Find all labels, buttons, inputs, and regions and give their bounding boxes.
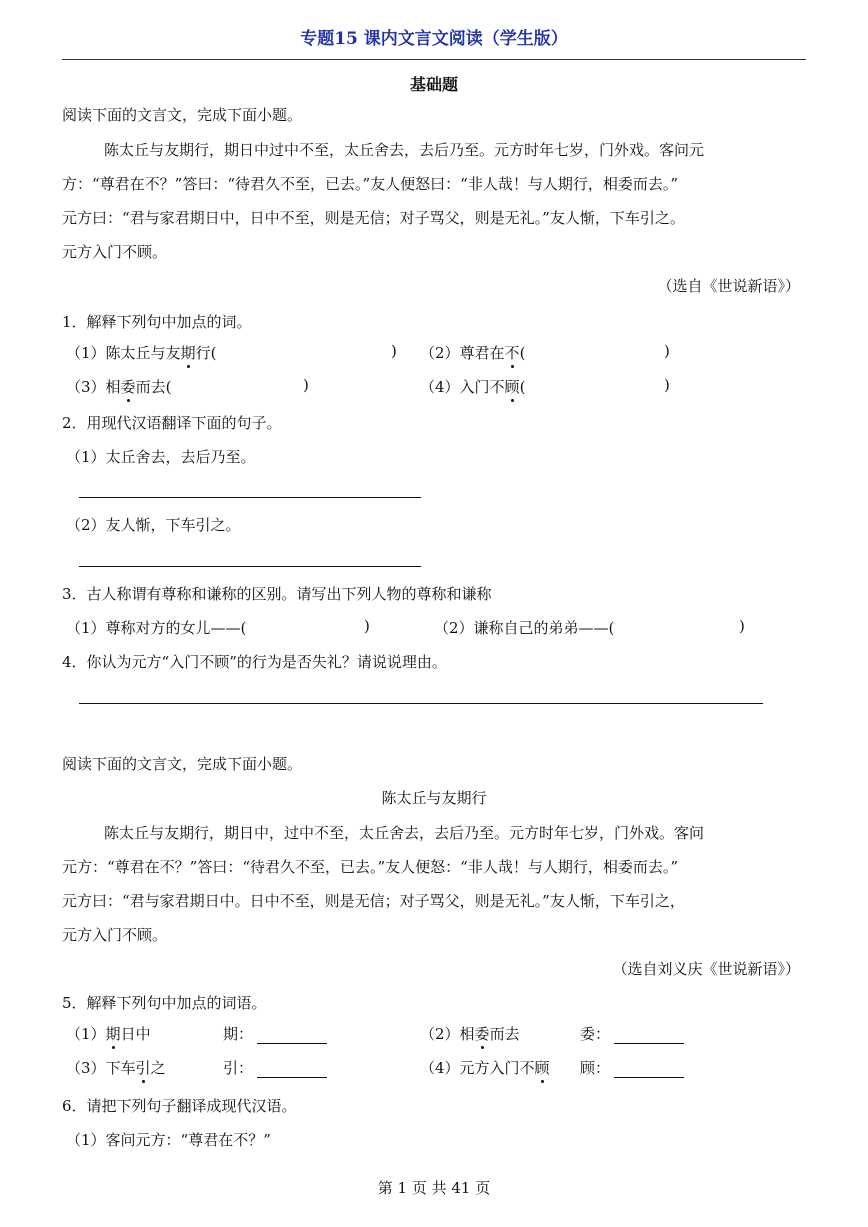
q3-item-1: （1）尊称对方的女儿——(	[66, 619, 247, 637]
q1-item-2-close: )	[664, 342, 670, 360]
header-rule	[62, 59, 806, 60]
q1-item-3: （3）相委而去(	[66, 378, 172, 396]
passage1-line: 陈太丘与友期行，期日中过中不至，太丘舍去，去后乃至。元方时年七岁，门外戏。客问元	[104, 141, 705, 159]
q5-item-3: （3）下车引之	[66, 1059, 166, 1077]
q6-stem: 6．请把下列句子翻译成现代汉语。	[62, 1097, 297, 1115]
passage1-line: 元方入门不顾。	[62, 243, 168, 261]
q1-item-3-close: )	[303, 376, 309, 394]
answer-blank[interactable]	[257, 1029, 327, 1044]
answer-blank[interactable]	[257, 1063, 327, 1078]
section-title: 基础题	[409, 75, 458, 94]
answer-line[interactable]	[79, 497, 421, 498]
q3-item-2-close: )	[739, 617, 745, 635]
q3-stem: 3．古人称谓有尊称和谦称的区别。请写出下列人物的尊称和谦称	[62, 585, 492, 603]
passage2-line: 陈太丘与友期行，期日中，过中不至，太丘舍去，去后乃至。元方时年七岁，门外戏。客问	[104, 824, 705, 842]
passage2-line: 元方曰：“君与家君期日中。日中不至，则是无信；对子骂父，则是无礼。”友人惭，下车引之，	[62, 892, 685, 910]
q3-item-2: （2）谦称自己的弟弟——(	[434, 619, 615, 637]
passage1-line: 方：“尊君在不？”答曰：“待君久不至，已去。”友人便怒曰：“非人哉！与人期行，相委而去。”	[62, 175, 679, 193]
answer-blank[interactable]	[614, 1029, 684, 1044]
q2-sentence-2: （2）友人惭，下车引之。	[66, 516, 241, 534]
q1-item-4: （4）入门不顾(	[420, 378, 526, 396]
q1-item-1-close: )	[391, 342, 397, 360]
q1-item-4-close: )	[664, 376, 670, 394]
part1-instruction: 阅读下面的文言文，完成下面小题。	[62, 106, 303, 124]
q5-item-2: （2）相委而去	[420, 1025, 520, 1043]
q5-item-4-label: 顾：	[580, 1057, 684, 1078]
q5-stem: 5．解释下列句中加点的词语。	[62, 994, 267, 1012]
answer-line[interactable]	[79, 703, 763, 704]
passage1-line: 元方曰：“君与家君期日中，日中不至，则是无信；对子骂父，则是无礼。”友人惭，下车引之。	[62, 209, 685, 227]
q2-stem: 2．用现代汉语翻译下面的句子。	[62, 414, 282, 432]
q4-stem: 4．你认为元方“入门不顾”的行为是否失礼？请说说理由。	[62, 653, 447, 671]
q5-item-4: （4）元方入门不顾	[420, 1059, 550, 1077]
q5-item-2-label: 委：	[580, 1023, 684, 1044]
passage2-line: 元方入门不顾。	[62, 926, 168, 944]
q1-item-2: （2）尊君在不(	[420, 344, 526, 362]
q6-sentence-1: （1）客问元方：“尊君在不？”	[66, 1131, 271, 1149]
passage2-title: 陈太丘与友期行	[381, 789, 487, 807]
q5-item-1: （1）期日中	[66, 1025, 151, 1043]
q5-item-3-label: 引：	[223, 1057, 327, 1078]
passage2-source: （选自刘义庆《世说新语》）	[612, 960, 800, 978]
q1-item-1: （1）陈太丘与友期行(	[66, 344, 217, 362]
q1-stem: 1．解释下列句中加点的词。	[62, 313, 252, 331]
answer-line[interactable]	[79, 566, 421, 567]
part2-instruction: 阅读下面的文言文，完成下面小题。	[62, 755, 303, 773]
q3-item-1-close: )	[364, 617, 370, 635]
q5-item-1-label: 期：	[223, 1023, 327, 1044]
passage1-source: （选自《世说新语》）	[657, 277, 800, 295]
header-title: 专题15 课内文言文阅读（学生版）	[300, 29, 568, 49]
page-footer: 第 1 页 共 41 页	[377, 1179, 491, 1197]
answer-blank[interactable]	[614, 1063, 684, 1078]
q2-sentence-1: （1）太丘舍去，去后乃至。	[66, 448, 256, 466]
passage2-line: 元方：“尊君在不？”答曰：“待君久不至，已去。”友人便怒：“非人哉！与人期行，相委而去。”	[62, 858, 679, 876]
